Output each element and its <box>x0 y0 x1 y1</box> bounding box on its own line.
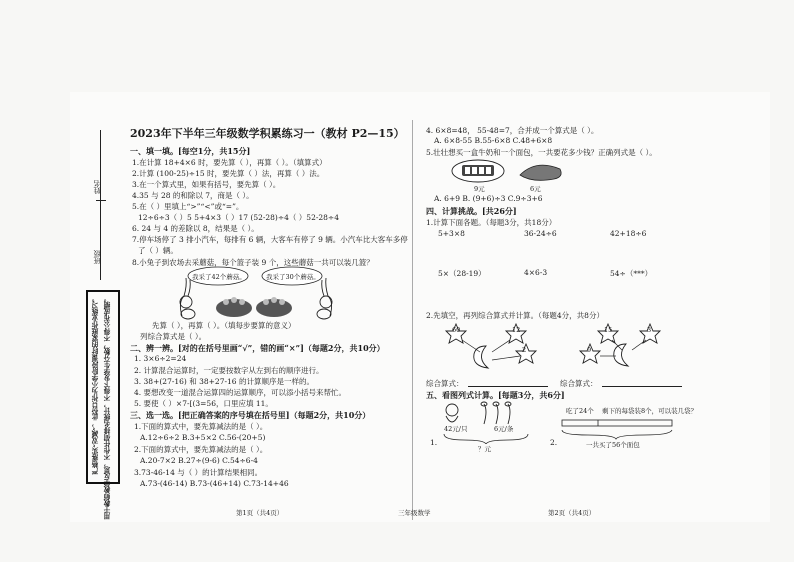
s1-q1: 1.在计算 18+4×6 时，要先算（ ），再算（ ）。（填算式） <box>132 158 327 167</box>
section1-heading: 一、填一填。[每空1分，共15分] <box>130 146 251 156</box>
calc-1: 5+3×8 <box>438 229 465 238</box>
section3-heading: 三、选一选。[把正确答案的序号填在括号里]（每题2分，共10分） <box>130 410 371 420</box>
name-label: 姓名 <box>93 180 101 194</box>
s1-q3: 3.在一个算式里，如果有括号，要先算（ ）。 <box>132 180 281 189</box>
problem1-number: 1. <box>430 438 438 447</box>
star-value-12: 12 <box>512 326 521 334</box>
s1-q7-line2: 了（ ）辆。 <box>138 246 178 255</box>
notice-line-2: 用于教师教学反思，不作任何排名统计，不得下发学生分数，不得公布成绩。 <box>104 295 112 520</box>
s1-q7-line1: 7.停车场停了 3 排小汽车，每排有 6 辆，大客车有停了 9 辆。小汽车比大客车多停 <box>132 235 408 244</box>
s3-q1: 1.下面的算式中，要先算减法的是（ ）。 <box>134 422 268 431</box>
s1-q2: 2.计算 (100-25)÷15 时，要先算（ ）法，再算（ ）法。 <box>132 169 325 178</box>
s3-q5-options: A. 6+9 B. (9+6)÷3 C.9÷3+6 <box>434 194 543 203</box>
s2-q3: 3. 38+(27-16) 和 38+27-16 的计算顺序是一样的。 <box>134 377 314 386</box>
remainder-label: 剩下的每袋装8个，可以装几袋？ <box>602 407 698 415</box>
s1-q8: 8.小兔子到农场去采蘑菇，每个篮子装 9 个，这些蘑菇一共可以装几篮？ <box>132 258 374 267</box>
s1-q5-items: 12÷6÷3（ ）5 5+4×3（ ）17 (52-28)÷4（ ）52-28÷4 <box>138 213 339 222</box>
s1-q5: 5.在（ ）里填上“>”“<”或“=”。 <box>132 202 244 211</box>
s3-q5: 5.壮壮想买一盒牛奶和一个面包，一共要花多少钱？正确列式是（ ）。 <box>426 148 657 157</box>
s3-q1-options: A.12÷6÷2 B.3+5×2 C.56-(20+5) <box>140 433 266 442</box>
bread-price: 6元 <box>530 185 541 193</box>
star-value-15: 15 <box>604 326 613 334</box>
tick <box>96 200 106 201</box>
section5-heading: 五、看图列式计算。[每题3分，共6分] <box>426 390 565 400</box>
formula-line-2 <box>602 386 682 387</box>
class-label: 班级 <box>93 250 101 264</box>
s4-q1: 1.计算下面各题。（每题3分，共18分） <box>426 218 557 227</box>
bread-total: 一共买了56个面包 <box>586 441 640 449</box>
s1-q8-fill: 先算（ ），再算（ ）。（填每步要算的意义） <box>152 321 296 330</box>
s1-q8-formula: 列综合算式是（ ）。 <box>140 332 207 341</box>
s1-q6: 6. 24 与 4 的差除以 8，结果是（ ）。 <box>132 224 259 233</box>
formula-line-1 <box>468 386 548 387</box>
column-divider <box>412 120 413 520</box>
problem1-question: ？元 <box>478 445 491 453</box>
s2-q2: 2. 计算混合运算时，一定要按数字从左到右的顺序进行。 <box>134 366 324 375</box>
double-reduction-notice <box>86 290 120 520</box>
s3-q3: 3.73-46-14 与（ ）的计算结果相同。 <box>134 468 263 477</box>
s3-q4-options: A. 6×8-55 B.55-6×8 C.48+6×8 <box>434 136 553 145</box>
s2-q5: 5. 要使（ ）×7-[(3=56，口里应填 11。 <box>134 399 273 408</box>
formula-label-1: 综合算式： <box>426 379 464 388</box>
star-value-9: 9 <box>587 346 592 354</box>
star-value-60: 60 <box>452 326 461 334</box>
fish-price: 6元/条 <box>494 425 514 433</box>
calc-2: 36-24÷6 <box>524 229 557 238</box>
calc-5: 4×6-3 <box>524 268 548 277</box>
bread-bar-diagram <box>560 416 680 440</box>
bubble-42: 我采了42个蘑菇。 <box>192 273 246 281</box>
s4-q2: 2.先填空，再列综合算式并计算。（每题4分，共8分） <box>426 311 604 320</box>
s2-q4: 4. 要想改变一道混合运算四的运算顺序，可以添小括号来帮忙。 <box>134 388 347 397</box>
calc-3: 42+18÷6 <box>610 229 647 238</box>
bubble-30: 我采了30个蘑菇。 <box>266 273 320 281</box>
milk-bread-illustration <box>448 157 568 189</box>
problem2-number: 2. <box>550 438 558 447</box>
total-brace <box>442 432 532 444</box>
notice-line-1: 严格落实“双减”，此份只作为小学阶段课时的家庭作业练习。 <box>92 295 100 475</box>
section4-heading: 四、计算挑战。[共26分] <box>426 206 517 216</box>
exam-title: 2023年下半年三年级数学积累练习一（教材 P2—15） <box>130 127 405 140</box>
s1-q4: 4.35 与 28 的和除以 7，商是（ ）。 <box>132 191 254 200</box>
formula-label-2: 综合算式： <box>560 379 598 388</box>
page-footer-2: 第2页（共4页） <box>548 509 596 517</box>
milk-price: 9元 <box>474 185 485 193</box>
calc-4: 5×（28-19） <box>438 269 486 278</box>
s3-q2: 2.下面的算式中，要先算减法的是（ ）。 <box>134 445 268 454</box>
s3-q3-options: A.73-(46-14) B.73-(46+14) C.73-14+46 <box>140 479 289 488</box>
s3-q4: 4. 6×8=48， 55-48=7，合并成一个算式是（ ）。 <box>426 126 599 135</box>
eaten-label: 吃了24个 <box>566 407 594 415</box>
page-footer-subject: 三年级数学 <box>398 509 431 517</box>
s3-q2-options: A.20-7×2 B.27÷(9-6) C.54÷6-4 <box>140 456 258 465</box>
calc-6: 54÷（***） <box>610 269 653 278</box>
page-footer-1: 第1页（共4页） <box>236 509 284 517</box>
star-value-3: 3 <box>647 326 652 334</box>
star-moon-diagrams <box>440 320 670 376</box>
section2-heading: 二、辨一辨。[对的在括号里画“√”，错的画“×”]（每题2分，共10分） <box>130 343 385 353</box>
s2-q1: 1. 3×6÷2=24 <box>134 354 187 363</box>
toy-price: 42元/只 <box>444 425 468 433</box>
star-value-2: 2 <box>522 346 527 354</box>
